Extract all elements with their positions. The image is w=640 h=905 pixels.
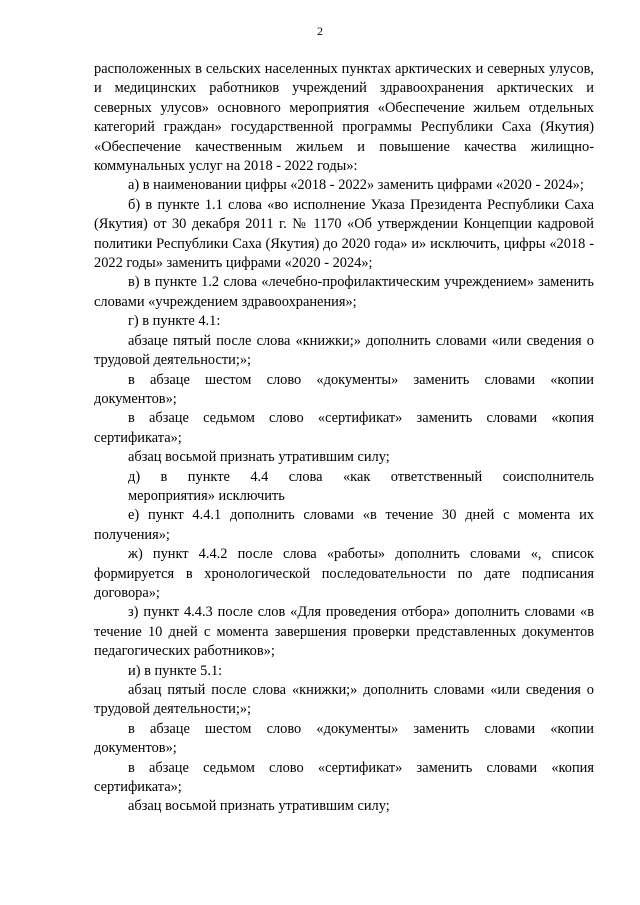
paragraph-item-g-abzac-5: абзаце пятый после слова «книжки;» дополнить словами «или сведения о трудовой деятельности;»;	[94, 332, 594, 369]
document-body	[94, 60, 594, 817]
paragraph-item-d-continuation: мероприятия» исключить	[128, 487, 285, 504]
paragraph-item-v: в) в пункте 1.2 слова «лечебно-профилактическим учреждением» заменить словами «учреждением здравоохранения»;	[94, 274, 594, 310]
paragraph-item-g-abzac-8: абзац восьмой признать утратившим силу;	[128, 449, 390, 466]
paragraph-item-g-abzac-7: в абзаце седьмом слово «сертификат» заменить словами «копия сертификата»;	[94, 410, 594, 446]
paragraph-item-i-abzac-7: в абзаце седьмом слово «сертификат» заменить словами «копия сертификата»;	[94, 759, 594, 796]
paragraph-item-d: д) в пункте 4.4 слова «как ответственный соисполнитель	[128, 468, 594, 485]
paragraph-item-i-abzac-6: в абзаце шестом слово «документы» заменить словами «копии документов»;	[94, 720, 594, 757]
paragraph-item-a: а) в наименовании цифры «2018 - 2022» заменить цифрами «2020 - 2024»;	[128, 177, 584, 194]
paragraph-item-e: е) пункт 4.4.1 дополнить словами «в течение 30 дней с момента их получения»;	[94, 507, 594, 543]
paragraph-item-i-abzac-8: абзац восьмой признать утратившим силу;	[128, 798, 390, 815]
paragraph-item-z: з) пункт 4.4.3 после слов «Для проведения отбора» дополнить словами «в течение 10 дней с момента завершения проверки представленных документов педагогических работников»;	[94, 604, 594, 660]
paragraph-item-g: г) в пункте 4.1:	[128, 313, 221, 330]
paragraph-item-g-abzac-6: в абзаце шестом слово «документы» заменить словами «копии документов»;	[94, 371, 594, 407]
paragraph-item-zh: ж) пункт 4.4.2 после слова «работы» дополнить словами «, список формируется в хронологической последовательности по дате подписания договора»;	[94, 546, 594, 601]
paragraph-item-b: б) в пункте 1.1 слова «во исполнение Указа Президента Республики Саха (Якутия) от 30 декабря 2011 г. № 1170 «Об утверждении Концепции кадровой политики Республики Саха (Якутия) до 2020 года» и» исключить, цифры «2018 - 2022 годы» заменить цифрами «2020 - 2024»;	[94, 196, 594, 272]
paragraph-item-i-abzac-5: абзац пятый после слова «книжки;» дополнить словами «или сведения о трудовой деятельности;»;	[94, 682, 594, 718]
page-number: 2	[317, 24, 323, 38]
paragraph-item-i: и) в пункте 5.1:	[128, 662, 223, 679]
paragraph-program-title: расположенных в сельских населенных пунктах арктических и северных улусов, и медицинских работников учреждений здравоохранения арктических и северных улусов» основного мероприятия «Обеспечение жильем отдельных категорий граждан» государственной программы Республики Саха (Якутия) «Обеспечение качественным жильем и повышение качества жилищно-коммунальных услуг на 2018 - 2022 годы»:	[94, 61, 594, 175]
